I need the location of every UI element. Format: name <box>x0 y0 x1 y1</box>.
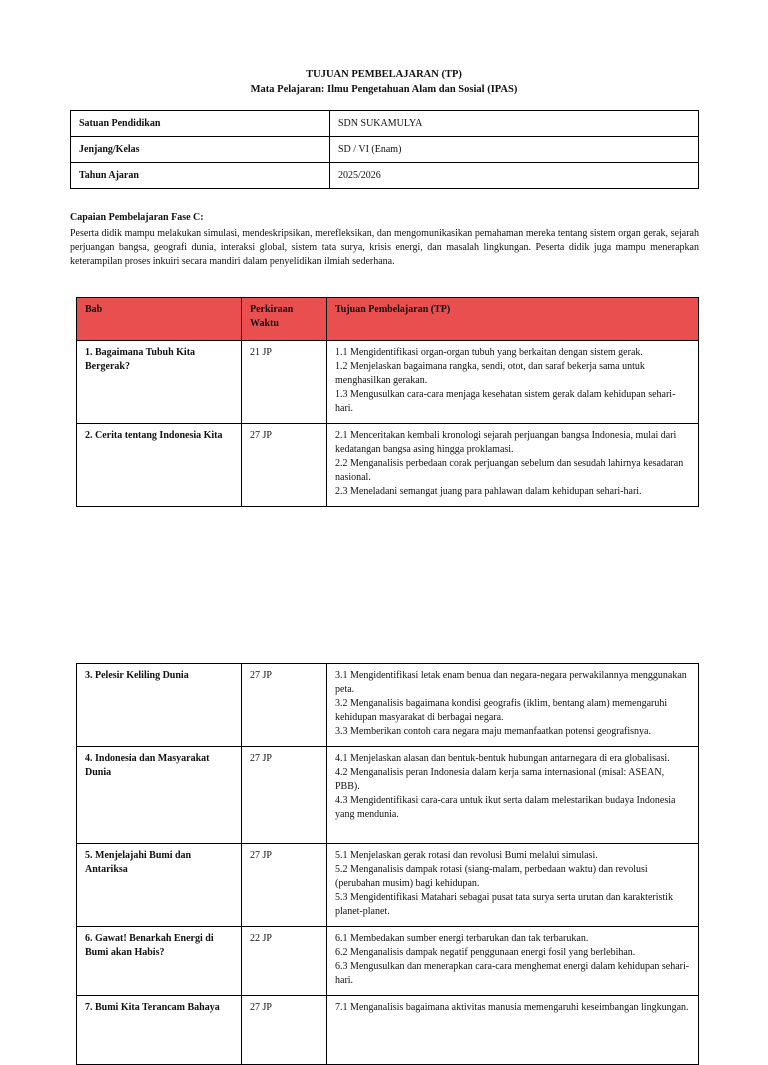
tp-item: 4.2 Menganalisis peran Indonesia dalam kerja sama internasional (misal: ASEAN, PBB). <box>335 767 665 792</box>
tp-item: 6.3 Mengusulkan dan menerapkan cara-cara menghemat energi dalam kehidupan sehari-hari. <box>335 961 690 986</box>
tp-item: 4.3 Mengidentifikasi cara-cara untuk ikut serta dalam melestarikan budaya Indonesia yang mendunia. <box>335 795 676 820</box>
tp-item: 3.3 Memberikan contoh cara negara maju memanfaatkan potensi geografisnya. <box>335 726 651 737</box>
waktu-cell: 27 JP <box>242 844 327 927</box>
table-header-row <box>77 298 699 341</box>
table-row <box>77 927 699 996</box>
tp-cell <box>327 424 699 507</box>
waktu-cell: 27 JP <box>242 664 327 747</box>
tp-item: 3.2 Menganalisis bagaimana kondisi geografis (iklim, bentang alam) memengaruhi kehidupan masyarakat di berbagai negara. <box>335 698 668 723</box>
tp-item: 2.3 Meneladani semangat juang para pahlawan dalam kehidupan sehari-hari. <box>335 486 642 497</box>
capaian-title: Capaian Pembelajaran Fase C: <box>70 212 204 223</box>
table-row <box>77 341 699 424</box>
table-row <box>77 664 699 747</box>
header-tp: Tujuan Pembelajaran (TP) <box>327 298 699 341</box>
tp-table-part-1 <box>76 297 699 507</box>
tp-item: 3.1 Mengidentifikasi letak enam benua dan negara-negara perwakilannya menggunakan peta. <box>335 670 687 695</box>
table-row <box>77 424 699 507</box>
tp-item: 2.2 Menganalisis perbedaan corak perjuangan sebelum dan sesudah lahirnya kesadaran nasional. <box>335 458 684 483</box>
document-subtitle: Mata Pelajaran: Ilmu Pengetahuan Alam dan Sosial (IPAS) <box>250 84 518 95</box>
tp-cell <box>327 747 699 844</box>
info-row <box>71 111 699 137</box>
tp-cell <box>327 664 699 747</box>
tp-cell <box>327 341 699 424</box>
waktu-cell: 27 JP <box>242 996 327 1065</box>
waktu-cell: 21 JP <box>242 341 327 424</box>
document-title: TUJUAN PEMBELAJARAN (TP) <box>306 69 462 80</box>
tp-cell <box>327 844 699 927</box>
bab-cell: 1. Bagaimana Tubuh Kita Bergerak? <box>77 341 242 424</box>
table-row <box>77 844 699 927</box>
table-row <box>77 747 699 844</box>
bab-cell: 5. Menjelajahi Bumi dan Antariksa <box>77 844 242 927</box>
tp-item: 5.2 Menganalisis dampak rotasi (siang-malam, perbedaan waktu) dan revolusi (perubahan musim) bagi kehidupan. <box>335 864 648 889</box>
bab-cell: 3. Pelesir Keliling Dunia <box>77 664 242 747</box>
info-value: SD / VI (Enam) <box>330 137 699 163</box>
info-row <box>71 137 699 163</box>
header-bab: Bab <box>77 298 242 341</box>
info-label: Jenjang/Kelas <box>71 137 330 163</box>
bab-cell: 7. Bumi Kita Terancam Bahaya <box>77 996 242 1065</box>
tp-item: 7.1 Menganalisis bagaimana aktivitas manusia memengaruhi keseimbangan lingkungan. <box>335 1002 689 1013</box>
bab-cell: 2. Cerita tentang Indonesia Kita <box>77 424 242 507</box>
tp-item: 1.2 Menjelaskan bagaimana rangka, sendi, otot, dan saraf bekerja sama untuk menghasilkan gerakan. <box>335 361 645 386</box>
tp-table-part-2 <box>76 663 699 1065</box>
tp-item: 6.1 Membedakan sumber energi terbarukan dan tak terbarukan. <box>335 933 589 944</box>
info-label: Satuan Pendidikan <box>71 111 330 137</box>
info-value: 2025/2026 <box>330 163 699 189</box>
tp-item: 5.1 Menjelaskan gerak rotasi dan revolusi Bumi melalui simulasi. <box>335 850 598 861</box>
tp-item: 6.2 Menganalisis dampak negatif penggunaan energi fosil yang berlebihan. <box>335 947 636 958</box>
tp-item: 4.1 Menjelaskan alasan dan bentuk-bentuk hubungan antarnegara di era globalisasi. <box>335 753 670 764</box>
tp-item: 1.3 Mengusulkan cara-cara menjaga kesehatan sistem gerak dalam kehidupan sehari-hari. <box>335 389 676 414</box>
header-waktu: Perkiraan Waktu <box>242 298 327 341</box>
info-value: SDN SUKAMULYA <box>330 111 699 137</box>
tp-item: 5.3 Mengidentifikasi Matahari sebagai pusat tata surya serta urutan dan karakteristik planet-planet. <box>335 892 673 917</box>
tp-item: 1.1 Mengidentifikasi organ-organ tubuh yang berkaitan dengan sistem gerak. <box>335 347 643 358</box>
tp-cell <box>327 927 699 996</box>
tp-item: 2.1 Menceritakan kembali kronologi sejarah perjuangan bangsa Indonesia, mulai dari kedatangan bangsa asing hingga proklamasi. <box>335 430 677 455</box>
waktu-cell: 27 JP <box>242 424 327 507</box>
capaian-text: Peserta didik mampu melakukan simulasi, mendeskripsikan, merefleksikan, dan mengomunikasikan pemahaman mereka tentang sistem organ gerak, sejarah perjuangan bangsa, geografi dunia, interaksi global, sistem tata surya, krisis energi, dan masalah lingkungan. Peserta didik juga mampu menerapkan keterampilan proses inkuiri secara mandiri dalam penyelidikan ilmiah sederhana. <box>70 228 699 267</box>
tp-cell <box>327 996 699 1065</box>
info-label: Tahun Ajaran <box>71 163 330 189</box>
bab-cell: 6. Gawat! Benarkah Energi di Bumi akan Habis? <box>77 927 242 996</box>
waktu-cell: 22 JP <box>242 927 327 996</box>
table-row <box>77 996 699 1065</box>
bab-cell: 4. Indonesia dan Masyarakat Dunia <box>77 747 242 844</box>
waktu-cell: 27 JP <box>242 747 327 844</box>
info-row <box>71 163 699 189</box>
info-table <box>70 110 699 189</box>
